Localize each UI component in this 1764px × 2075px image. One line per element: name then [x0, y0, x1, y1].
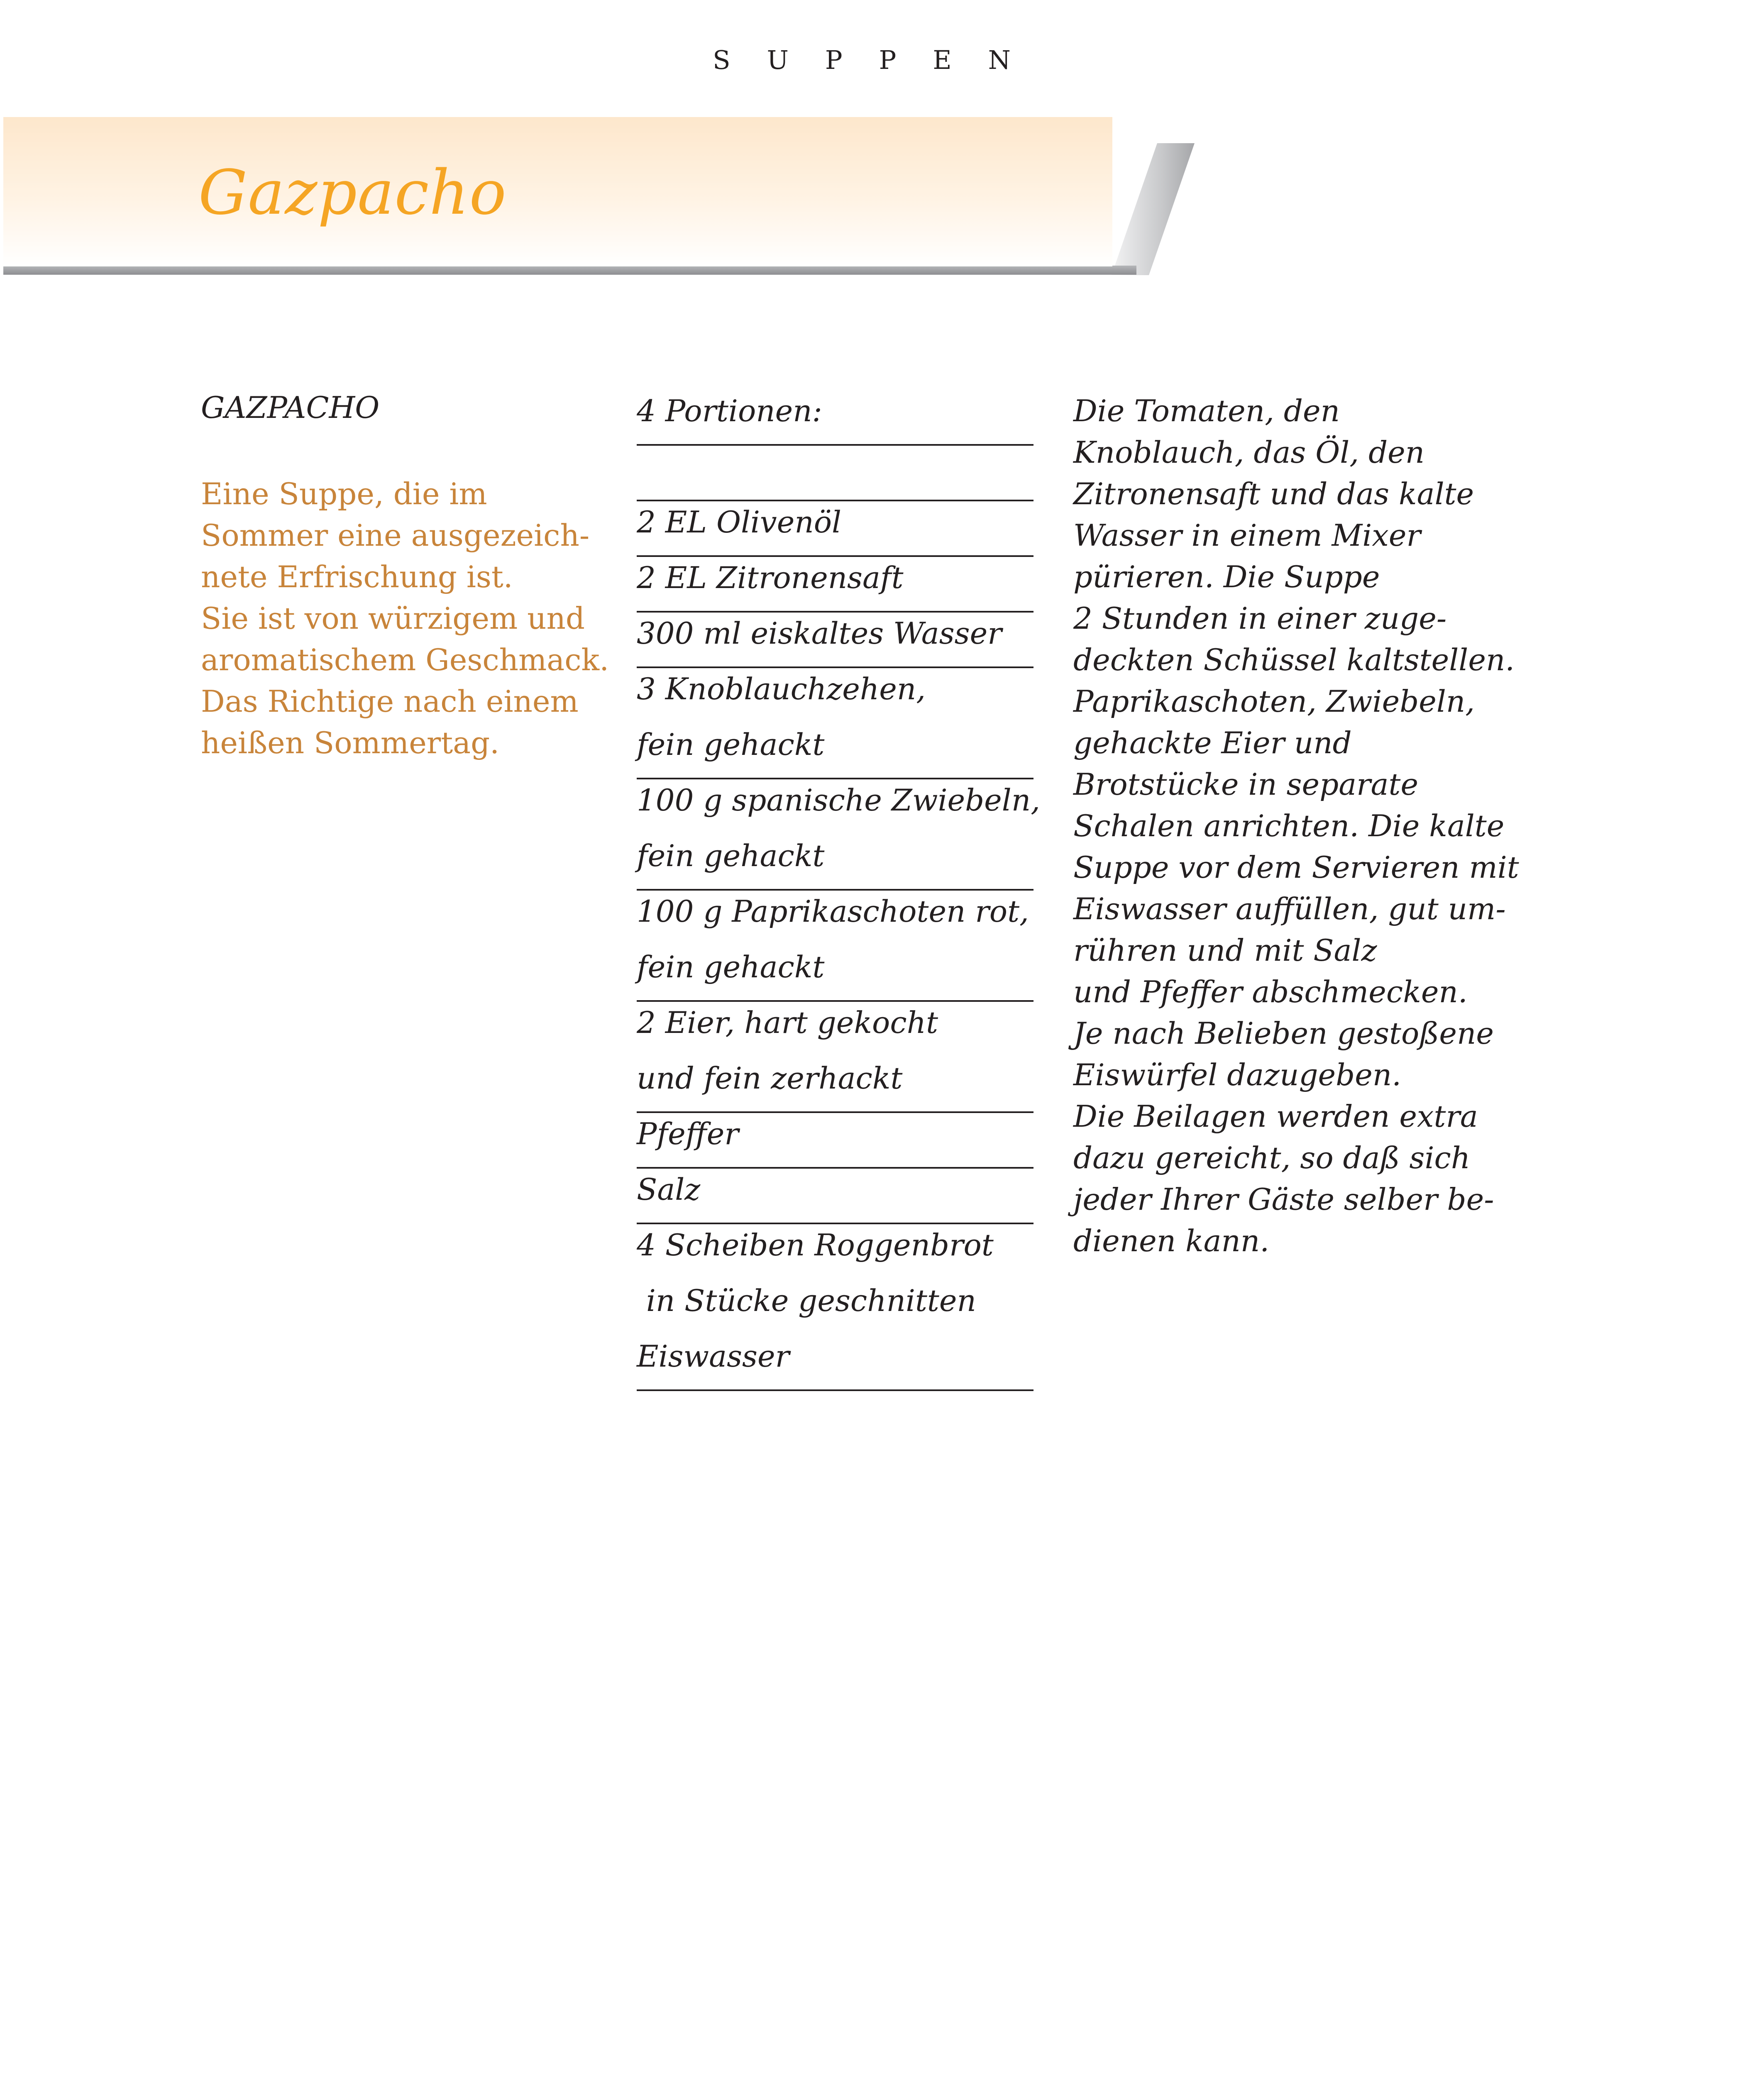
- method-line: pürieren. Die Suppe: [1073, 559, 1380, 594]
- ingredient-line: Salz: [637, 1169, 1033, 1224]
- ingredient-line: 3 Knoblauchzehen,: [637, 671, 926, 706]
- method-line: dienen kann.: [1073, 1223, 1270, 1258]
- intro-line: aromatischem Geschmack.: [201, 642, 609, 677]
- method-line: jeder Ihrer Gäste selber be-: [1073, 1182, 1494, 1217]
- method-line: Wasser in einem Mixer: [1073, 518, 1421, 553]
- intro-text: [201, 473, 616, 764]
- method-line: Zitronensaft und das kalte: [1073, 476, 1474, 511]
- ingredient-line: fein gehackt: [637, 835, 1033, 891]
- method-line: Eiswürfel dazugeben.: [1073, 1057, 1402, 1092]
- ingredient-line: 2 EL Olivenöl: [637, 501, 1033, 557]
- method-line: Eiswasser auffüllen, gut um-: [1073, 891, 1506, 926]
- section-header: SUPPEN: [713, 45, 1047, 75]
- ingredient-line: 300 ml eiskaltes Wasser: [637, 613, 1033, 668]
- ingredient-list: [637, 390, 1041, 1391]
- ingredient-line: fein gehackt: [637, 946, 1033, 1002]
- method-line: rühren und mit Salz: [1073, 933, 1377, 968]
- ingredient-line: 2 Eier, hart gekocht: [637, 1005, 938, 1040]
- method-line: 2 Stunden in einer zuge-: [1073, 601, 1447, 636]
- ingredient-line: fein gehackt: [637, 724, 1033, 779]
- intro-line: heißen Sommertag.: [201, 725, 500, 760]
- method-line: Suppe vor dem Servieren mit: [1073, 850, 1519, 885]
- intro-line: Sie ist von würzigem und: [201, 601, 585, 636]
- method-line: Brotstücke in separate: [1073, 767, 1419, 802]
- method-line: und Pfeffer abschmecken.: [1073, 974, 1468, 1009]
- intro-line: Das Richtige nach einem: [201, 684, 579, 719]
- ingredient-line: 100 g Paprikaschoten rot,: [637, 894, 1029, 929]
- method-line: Paprikaschoten, Zwiebeln,: [1073, 684, 1475, 719]
- ingredient-line: 4 Scheiben Roggenbrot: [637, 1228, 994, 1262]
- ingredient-line: [637, 446, 1033, 501]
- ingredient-line: 4 Portionen:: [637, 390, 1033, 446]
- method-line: dazu gereicht, so daß sich: [1073, 1140, 1471, 1175]
- title-banner-rule: [3, 266, 1136, 275]
- ingredient-line: und fein zerhackt: [637, 1057, 1033, 1113]
- page-title: Gazpacho: [198, 157, 507, 228]
- ingredient-line: in Stücke geschnitten: [637, 1283, 976, 1318]
- intro-line: Sommer eine ausgezeich-: [201, 518, 590, 553]
- method-line: Knoblauch, das Öl, den: [1073, 435, 1425, 470]
- method-line: Je nach Belieben gestoßene: [1073, 1016, 1494, 1051]
- intro-line: Eine Suppe, die im: [201, 476, 487, 511]
- ingredient-line: Eiswasser: [637, 1335, 1033, 1391]
- method-line: Die Tomaten, den: [1073, 393, 1340, 428]
- method-line: deckten Schüssel kaltstellen.: [1073, 642, 1515, 677]
- method-line: gehackte Eier und: [1073, 725, 1352, 760]
- ingredient-line: 100 g spanische Zwiebeln,: [637, 783, 1041, 818]
- ingredient-line: 2 EL Zitronensaft: [637, 557, 1033, 613]
- title-banner: [3, 117, 1112, 266]
- method-text: [1073, 390, 1530, 1262]
- method-line: Schalen anrichten. Die kalte: [1073, 808, 1505, 843]
- method-line: Die Beilagen werden extra: [1073, 1099, 1478, 1134]
- ingredient-line: Pfeffer: [637, 1113, 1033, 1169]
- recipe-name: GAZPACHO: [201, 390, 380, 425]
- title-banner-shadow: [1112, 143, 1195, 275]
- intro-line: nete Erfrischung ist.: [201, 559, 513, 594]
